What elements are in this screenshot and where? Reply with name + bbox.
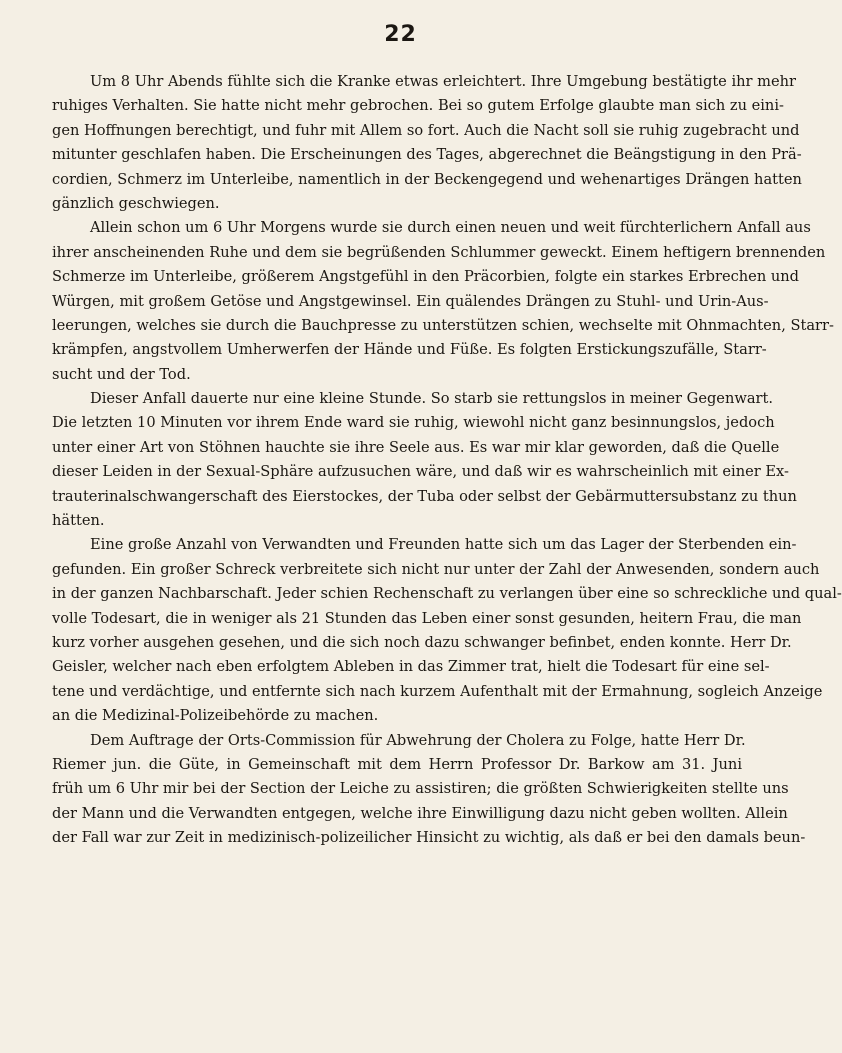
text-line: krämpfen, angstvollem Umherwerfen der Hände und Füße. Es folgten Erstickungszufälle, Starr-: [52, 341, 767, 359]
text-line: trauterinalschwangerschaft des Eierstockes, der Tuba oder selbst der Gebärmuttersubstanz zu thun: [52, 487, 797, 505]
text-line: an die Medizinal-Polizeibehörde zu machen.: [52, 707, 379, 725]
body-text: [52, 70, 842, 851]
text-line: Geisler, welcher nach eben erfolgtem Ableben in das Zimmer trat, hielt die Todesart für eine sel-: [52, 658, 770, 676]
text-line: Um 8 Uhr Abends fühlte sich die Kranke etwas erleichtert. Ihre Umgebung bestätigte ihr mehr: [90, 73, 796, 90]
text-line: Würgen, mit großem Getöse und Angstgewinsel. Ein quälendes Drängen zu Stuhl- und Urin-Aus-: [52, 292, 769, 310]
text-line: früh um 6 Uhr mir bei der Section der Leiche zu assistiren; die größten Schwierigkeiten stellte uns: [52, 780, 789, 798]
text-line: ruhiges Verhalten. Sie hatte nicht mehr gebrochen. Bei so gutem Erfolge glaubte man sich zu eini-: [52, 97, 784, 115]
text-line: ihrer anscheinenden Ruhe und dem sie begrüßenden Schlummer geweckt. Einem heftigern brennenden: [52, 243, 826, 261]
text-line: leerungen, welches sie durch die Bauchpresse zu unterstützen schien, wechselte mit Ohnmachten, Starr-: [52, 316, 834, 334]
text-line: sucht und der Tod.: [52, 365, 191, 383]
text-line: gefunden. Ein großer Schreck verbreitete sich nicht nur unter der Zahl der Anwesenden, sondern auch: [52, 560, 820, 578]
text-line: mitunter geschlafen haben. Die Erscheinungen des Tages, abgerechnet die Beängstigung in den Prä-: [52, 146, 802, 164]
text-line: gänzlich geschwiegen.: [52, 194, 220, 212]
text-line: Die letzten 10 Minuten vor ihrem Ende ward sie ruhig, wiewohl nicht ganz besinnungslos, jedoch: [52, 414, 775, 432]
text-line: tene und verdächtige, und entfernte sich nach kurzem Aufenthalt mit der Ermahnung, sogleich Anzeige: [52, 682, 823, 700]
text-line: unter einer Art von Stöhnen hauchte sie ihre Seele aus. Es war mir klar geworden, daß die Quelle: [52, 438, 780, 456]
text-line: dieser Leiden in der Sexual-Sphäre aufzusuchen wäre, und daß wir es wahrscheinlich mit einer Ex-: [52, 463, 789, 481]
text-line: cordien, Schmerz im Unterleibe, namentlich in der Beckengegend und wehenartiges Drängen hatten: [52, 170, 802, 188]
text-line: gen Hoffnungen berechtigt, und fuhr mit Allem so fort. Auch die Nacht soll sie ruhig zugebracht und: [52, 121, 800, 139]
text-line: hätten.: [52, 512, 105, 530]
text-line: Dem Auftrage der Orts-Commission für Abwehrung der Cholera zu Folge, hatte Herr Dr.: [90, 731, 746, 749]
text-line: kurz vorher ausgehen gesehen, und die sich noch dazu schwanger befinbet, enden konnte. Herr Dr.: [52, 633, 792, 651]
paragraph: [52, 533, 842, 728]
text-line: volle Todesart, die in weniger als 21 Stunden das Leben einer sonst gesunden, heitern Frau, die man: [52, 609, 802, 627]
text-line: Riemer jun. die Güte, in Gemeinschaft mit dem Herrn Professor Dr. Barkow am 31. Juni: [52, 755, 742, 773]
text-line: der Mann und die Verwandten entgegen, welche ihre Einwilligung dazu nicht geben wollten. Allein: [52, 804, 788, 822]
page-number: 22: [384, 22, 417, 47]
text-line: der Fall war zur Zeit in medizinisch-polizeilicher Hinsicht zu wichtig, als daß er bei den damals beun-: [52, 829, 806, 847]
paragraph: [52, 216, 834, 387]
text-line: Eine große Anzahl von Verwandten und Freunden hatte sich um das Lager der Sterbenden ein-: [90, 536, 797, 554]
text-line: in der ganzen Nachbarschaft. Jeder schien Rechenschaft zu verlangen über eine so schreckliche und qual-: [52, 585, 842, 603]
paragraph: [52, 387, 797, 533]
text-line: Dieser Anfall dauerte nur eine kleine Stunde. So starb sie rettungslos in meiner Gegenwart.: [90, 390, 774, 408]
text-line: Allein schon um 6 Uhr Morgens wurde sie durch einen neuen und weit fürchterlichern Anfall aus: [90, 219, 811, 237]
text-line: Schmerze im Unterleibe, größerem Angstgefühl in den Präcorbien, folgte ein starkes Erbrechen und: [52, 268, 799, 286]
paragraph: [52, 70, 802, 216]
paragraph: [52, 729, 806, 851]
